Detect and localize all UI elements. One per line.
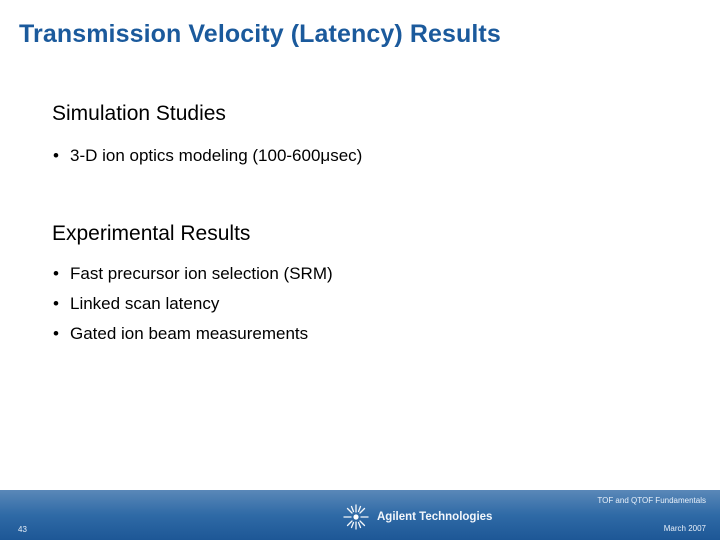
document-title: TOF and QTOF Fundamentals — [597, 496, 706, 505]
bullet-symbol: • — [53, 324, 59, 343]
bullet-item — [52, 324, 308, 344]
bullet-item — [52, 264, 333, 284]
bullet-symbol: • — [53, 146, 59, 165]
bullet-text: Linked scan latency — [70, 294, 220, 313]
agilent-logo — [343, 504, 492, 530]
document-date: March 2007 — [663, 524, 706, 533]
bullet-item — [52, 294, 219, 314]
section-heading-experimental: Experimental Results — [52, 222, 251, 245]
footer-bar — [0, 490, 720, 540]
bullet-symbol: • — [53, 264, 59, 283]
bullet-text: Gated ion beam measurements — [70, 324, 309, 343]
agilent-logo-text: Agilent Technologies — [377, 511, 493, 523]
bullet-symbol: • — [53, 294, 59, 313]
section-heading-simulation: Simulation Studies — [52, 102, 226, 125]
agilent-spark-icon — [343, 504, 369, 530]
bullet-item — [52, 146, 362, 166]
bullet-text: Fast precursor ion selection (SRM) — [70, 264, 333, 283]
bullet-text: 3-D ion optics modeling (100-600μsec) — [70, 146, 363, 165]
page-number: 43 — [18, 525, 27, 534]
slide-title: Transmission Velocity (Latency) Results — [19, 20, 501, 48]
